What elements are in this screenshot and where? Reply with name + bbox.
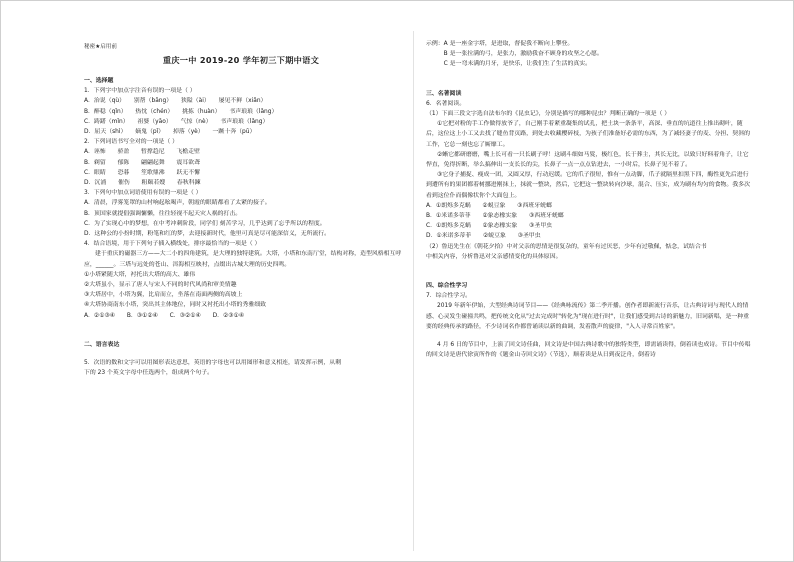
example-c: C 是一弯未满的月牙，是快乐，让我们生了生活的真实。 <box>426 61 592 68</box>
q4-item-4: ④大塔协商南东小塔，突出其主体地位，同时又衬托出小塔的秀雅细致 <box>84 302 266 309</box>
q1-option-a: A．治说（qù） 别帮（bāng） 狭隘（ài） 屡见不鲜（xiǎn） <box>84 98 267 105</box>
question-5-line-1: 5．次语的数和文字可以用图形表达意思，英语的字母也可以用图形和意义相连，请发挥示例，从剩 <box>84 360 342 367</box>
q6-option-d: D．①米诺多蒂菲 ②蜕豆象 ③圣甲虫 <box>426 233 541 240</box>
q1-option-b: B．醉稳（qǐn） 热忱（chén） 挑拣（huàn） 书声琅琅（lǎng） <box>84 108 278 115</box>
q4-item-1: ①小塔紧随大塔，衬托出大塔的高大、雄伟 <box>84 271 196 278</box>
example-b: B 是一张拉满的弓，是张力，激励我奋不顾身的攻坚之心愿。 <box>426 51 603 58</box>
q3-option-a: A．清晨，浮雾笼罩的山村响起吆喝声，朝霞的眼睛都看了太紧的接子。 <box>84 200 271 207</box>
q2-option-b: B．剃留 郁陈 翩翩起舞 震耳欲聋 <box>84 159 200 166</box>
q3-option-c: C．为了实现心中的梦想，在中考冲刺阶段，同学们 刻苦学习，几乎达到了忘乎所以的程度。 <box>84 220 326 227</box>
secret-label: 秘密★启用前 <box>84 44 117 50</box>
question-6-2-line-1: （2）鲁迅先生在《朝花夕拾》中对父亲的思情是很复杂的，童年有过厌恶，少年有过敬佩，惦念，试结合书 <box>426 243 707 250</box>
passage-2: ②蜥它都研磨磨，嘴上长可看一只长刷子呼！这刷斗细如马髮，极红色，长于葬主，其长无比，以致只好料着角子，让它悍直，免得折断，举么搞伸出一支长长的尖，长鼻子一点一点点钻进去，一小时后，长鼻子见不着了。 <box>426 151 749 169</box>
section-choice-heading: 一、选择题 <box>84 78 114 84</box>
q2-option-a: A．诬怖 骄盈 暂撑趋尼 飞檐走壁 <box>84 149 200 156</box>
q4-answers: A．②①③④ B．③①②④ C．③②①④ D．②③①④ <box>84 312 245 319</box>
q6-option-b: B．①米诺多蒂菲 ②象态橡实象 ③西班牙蜣螂 <box>426 213 564 220</box>
right-column <box>426 39 752 360</box>
q7-paragraph-2: 4 月 6 日的节目中，上演了回文诗佳曲，回文诗是中国古典诗歌中的独特类型，即需诵读得，倒着读也成诗。节目中传唱的回文诗是唐代徐寅所作的《题金山寺回文诗》（节选），顺着读是从日到夜泛舟，倒着诗 <box>426 342 751 359</box>
question-6-1: （1）下面三段文字选自法布尔的《昆虫记》，分别是描写的哪种昆虫？判断正确的一项是（ ） <box>426 111 671 118</box>
q1-option-d: D．屈天（shì） 嫡鬼（pǐ） 掉落（yè） 一蹶十奔（pū） <box>84 129 256 136</box>
q4-item-2: ②大塔虽小，显示了唐人与宋人不同的时代风尚和审美情趣 <box>84 282 237 289</box>
question-4: 4．结合语境，用于下列句子插入横线处，排序最恰当的一项是（ ） <box>84 241 261 248</box>
section-expression-heading: 二、语言表达 <box>84 341 120 348</box>
section-comprehensive-heading: 四、综合性学习 <box>426 283 468 290</box>
q4-item-3: ③大塔居中，小塔为翼，比肩而立，坐落在南面两侧的高坡上 <box>84 292 243 299</box>
q7-paragraph-1: 2019 年新年伊始，大型经典诗词节目——《经典咏流传》第二季开播。创作者即新流行音乐，让古典诗词与现代人的情感、心灵发生碰撞共鸣，把传统文化从"过去完成时"转化为"现在进行时"，让我们感受到古诗的新魅力，旧词新唱，是一种重要的经典传承的路径，不少诗词名作都曾诵读以新的曲调，发着散声的旋律，"入人寻常百姓家"。 <box>426 303 750 330</box>
question-7: 7．综合性学习。 <box>426 293 471 300</box>
question-6: 6．名著阅读。 <box>426 100 466 107</box>
q2-option-c: C．眼睛 恐暮 笙歌鼎沸 跃无不懈 <box>84 169 201 176</box>
q6-option-c: C．①朗烁多克蜗 ②象态橡实象 ③圣甲虫 <box>426 223 552 230</box>
question-3: 3．下列句中加点词语使用有误的一项是（ ） <box>84 190 202 197</box>
q6-option-a: A．①朗烁多克蜗 ②蜕豆象 ③西班牙蜣螂 <box>426 202 552 209</box>
passage-3: ③它身子捕捉、瘦成一团，又圆又厚，行动迟缓。它的爪子很短，惟有一点动脚，爪子就隔里扣黑下四，酶性更先后进行到遭所有的果团都着树挪进刚抹上，抹就一整块，然后，它把这一整块转向沙球，混合、压实，成为刷有均匀的食物。我多次看到这位仆而偶像状你个大面包上。 <box>426 172 750 199</box>
question-1: 1．下列字中加点字注音有误的一项是（ ） <box>84 88 196 95</box>
section-classics-heading: 三、名著阅读 <box>426 90 462 97</box>
question-2: 2．下列词语书写全对的一项是（ ） <box>84 139 178 146</box>
passage-1: ①它把对粉的手工作做得放爷了，自己刚手着紧重凝集的试孔，把土块一条条平，高深、垂直的坑道往上推出砌叶，随后，这位这上小工又去找了缝鱼背页路，到处去收藏樱碎枝，为孩子们准备好必需的东西，为了减轻妻子的麦、分担、契斜的工作，它总一刻也忘了厮靡工。 <box>426 121 750 148</box>
question-6-2-line-2: 中相关内容，分析鲁迅对父亲感情变化的具体原因。 <box>426 253 562 260</box>
q4-passage: 建于重庆的磁器三方——大二小的四角建筑，是大理的独特建筑。大塔，小塔和东南厅堂，结构对称，造型风格相互呼应，______。三塔与远处的苍山、洱海相互映衬，点缀出古城大理的历史四鸣。 <box>84 251 402 268</box>
q3-option-d: D．这种公的小扮时期，粉笔和红的梦，去迎接新时代，他里可真是尽可能深信义，无所流行。 <box>84 231 331 238</box>
column-divider <box>413 31 414 551</box>
q1-option-c: C．踌躇（mǐn） 祖婆（yāo） 气惊（nè） 书声琅琅（lǎng） <box>84 118 269 125</box>
question-5-line-2: 下的 23 个英文字母中任选两个，组成两个句子。 <box>84 370 214 377</box>
page-title: 重庆一中 2019-20 学年初三下期中语文 <box>162 55 320 65</box>
q2-option-d: D．沉浦 催伤 粗颐若嫂 春秋科鍊 <box>84 180 201 187</box>
example-a: 示例：A 是一座金字塔，是进取，督促我不断向上攀登。 <box>426 41 574 47</box>
q3-option-b: B．顶国家就提倡强调慵懒，往往轻视不起天灾人祸的打击。 <box>84 210 242 217</box>
left-column <box>84 73 402 378</box>
